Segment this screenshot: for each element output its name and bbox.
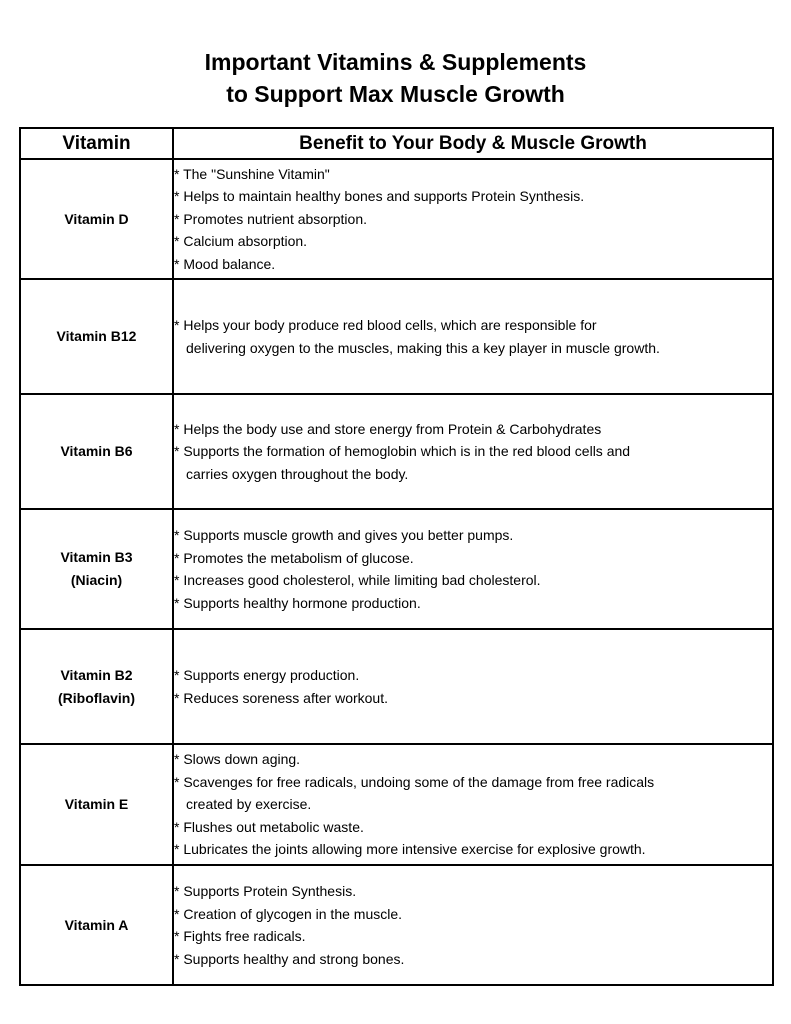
benefit-line: * Lubricates the joints allowing more intensive exercise for explosive growth. — [174, 841, 646, 858]
vitamin-name-cell — [20, 744, 173, 865]
vitamin-name-line: Vitamin B12 — [56, 328, 137, 344]
vitamin-name-cell — [20, 159, 173, 279]
table-row — [20, 394, 773, 509]
benefit-cell — [173, 159, 773, 279]
benefit-line: * The "Sunshine Vitamin" — [174, 165, 330, 182]
column-header-benefit: Benefit to Your Body & Muscle Growth — [173, 128, 773, 159]
table-header-row — [20, 128, 773, 159]
vitamin-name-cell — [20, 629, 173, 744]
benefit-line: * Reduces soreness after workout. — [174, 689, 388, 706]
benefit-cell — [173, 509, 773, 629]
vitamin-name-line: Vitamin A — [64, 916, 129, 933]
benefit-line: * Supports the formation of hemoglobin which is in the red blood cells and — [174, 443, 631, 460]
vitamin-table — [19, 127, 774, 986]
benefit-line: * Supports Protein Synthesis. — [174, 883, 357, 899]
benefit-line: * Scavenges for free radicals, undoing some of the damage from free radicals — [174, 773, 655, 790]
table-row — [20, 744, 773, 865]
vitamin-name-line: Vitamin B3 — [60, 549, 133, 565]
benefit-line: created by exercise. — [186, 796, 312, 813]
table-row — [20, 509, 773, 629]
vitamin-name-line: Vitamin B2 — [60, 666, 133, 683]
benefit-line: carries oxygen throughout the body. — [186, 465, 409, 482]
benefit-line: delivering oxygen to the muscles, making this a key player in muscle growth. — [186, 339, 660, 356]
vitamin-name-cell — [20, 394, 173, 509]
vitamin-name-line: (Riboflavin) — [58, 689, 135, 706]
benefit-cell — [173, 629, 773, 744]
benefit-line: * Helps your body produce red blood cells, which are responsible for — [174, 317, 597, 333]
vitamin-name-cell — [20, 865, 173, 985]
benefit-line: * Mood balance. — [174, 255, 276, 272]
vitamin-name-line: Vitamin E — [64, 796, 129, 812]
benefit-line: * Increases good cholesterol, while limiting bad cholesterol. — [174, 572, 541, 588]
benefit-line: * Creation of glycogen in the muscle. — [174, 905, 403, 922]
column-header-vitamin: Vitamin — [20, 128, 173, 159]
title-line-1: Important Vitamins & Supplements — [204, 49, 587, 75]
table-row — [20, 159, 773, 279]
benefit-line: * Promotes nutrient absorption. — [174, 210, 367, 227]
benefit-cell — [173, 394, 773, 509]
benefit-line: * Fights free radicals. — [174, 928, 306, 944]
table-row — [20, 629, 773, 744]
benefit-line: * Supports healthy and strong bones. — [174, 950, 405, 967]
benefit-line: * Helps the body use and store energy from Protein & Carbohydrates — [174, 420, 602, 437]
benefit-line: * Supports healthy hormone production. — [174, 594, 421, 611]
benefit-cell — [173, 865, 773, 985]
benefit-cell — [173, 744, 773, 865]
benefit-line: * Calcium absorption. — [174, 233, 308, 250]
vitamin-name-line: (Niacin) — [70, 572, 123, 588]
title-line-2: to Support Max Muscle Growth — [226, 81, 565, 107]
vitamin-name-line: Vitamin B6 — [60, 443, 133, 459]
benefit-line: * Supports muscle growth and gives you better pumps. — [174, 527, 514, 543]
table-row — [20, 865, 773, 985]
table-row — [20, 279, 773, 394]
page-title — [0, 46, 791, 110]
vitamin-name-cell — [20, 279, 173, 394]
benefit-cell — [173, 279, 773, 394]
benefit-line: * Flushes out metabolic waste. — [174, 818, 364, 835]
vitamin-name-cell — [20, 509, 173, 629]
benefit-line: * Supports energy production. — [174, 667, 360, 683]
table-body — [20, 159, 773, 985]
benefit-line: * Slows down aging. — [174, 751, 301, 768]
vitamin-name-line: Vitamin D — [64, 210, 129, 227]
benefit-line: * Promotes the metabolism of glucose. — [174, 549, 414, 566]
benefit-line: * Helps to maintain healthy bones and supports Protein Synthesis. — [174, 188, 585, 205]
